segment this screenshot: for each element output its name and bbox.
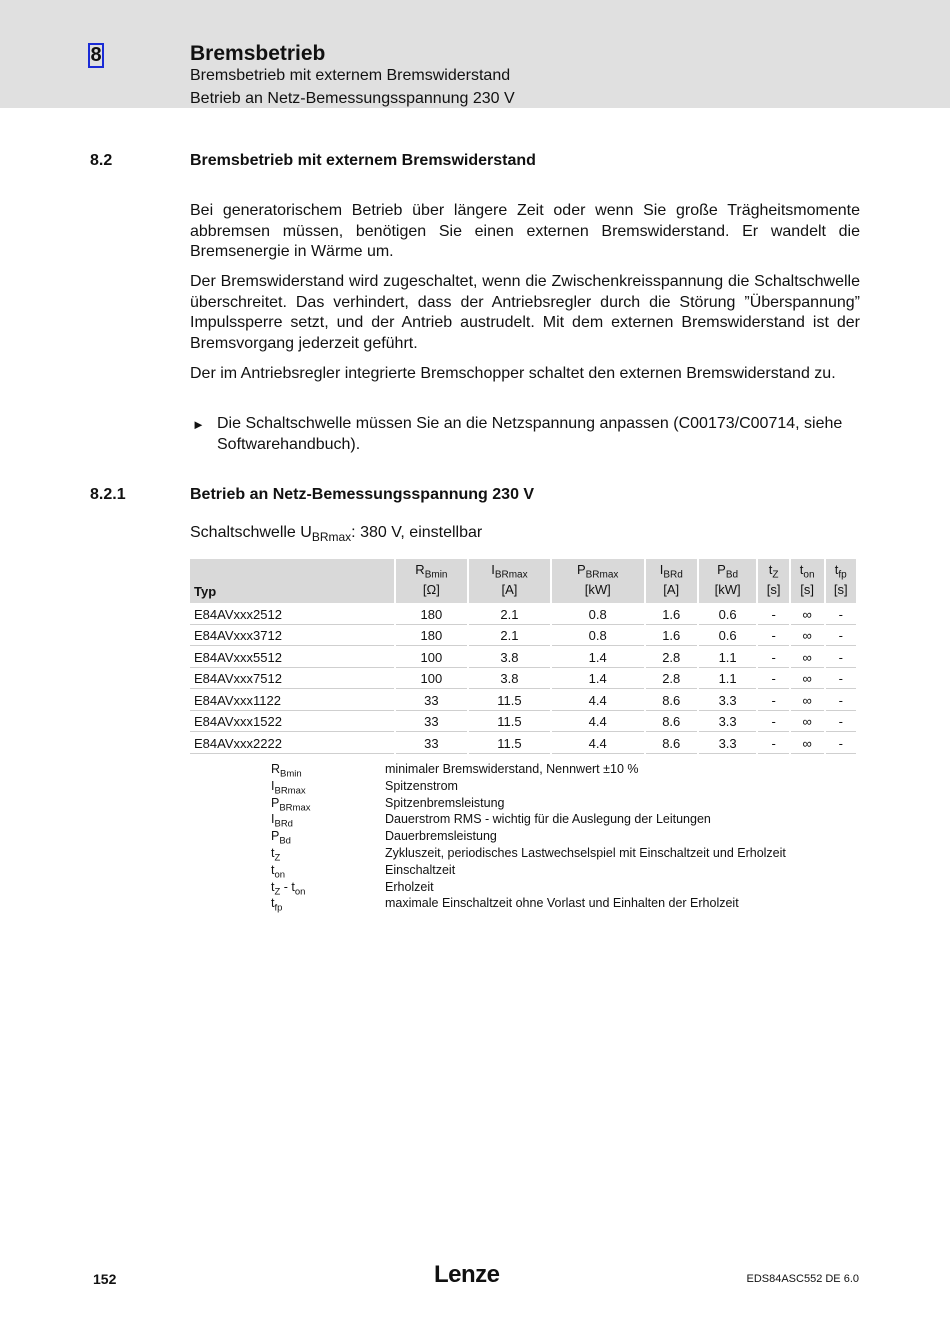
column-header — [758, 559, 788, 603]
symbol-subscript: on — [274, 869, 286, 881]
table-row — [190, 670, 856, 690]
column-header — [469, 559, 550, 603]
legend-symbol — [271, 812, 381, 830]
table-cell: 180 — [396, 627, 467, 647]
column-header — [646, 559, 697, 603]
table-cell: - — [758, 713, 788, 733]
symbol-subscript: BRd — [274, 818, 293, 830]
table-cell: - — [758, 691, 788, 711]
subsection-title: Betrieb an Netz-Bemessungsspannung 230 V — [190, 486, 535, 503]
header-symbol: t — [768, 562, 773, 577]
switching-threshold: Schaltschwelle $U_{BRmax}$: 380 V, einstellbar — [190, 524, 483, 545]
legend-symbol — [271, 863, 381, 881]
legend-symbol — [271, 829, 381, 847]
table-cell: 4.4 — [552, 713, 644, 733]
header-subscript: BRmax — [585, 569, 619, 581]
table-cell: 2.1 — [469, 627, 550, 647]
header-subscript: Bmin — [424, 569, 448, 581]
bullet-text: Die Schaltschwelle müssen Sie an die Netzspannung anpassen (C00173/C00714, siehe Softwarehandbuch). — [217, 415, 843, 453]
header-unit: [A] — [501, 581, 518, 597]
table-cell: 1.6 — [646, 627, 697, 647]
table-cell: ∞ — [791, 670, 824, 690]
table-cell: 100 — [396, 670, 467, 690]
legend-symbol — [271, 779, 381, 797]
symbol-letter: I — [271, 812, 275, 827]
header-symbol: I — [491, 562, 495, 577]
header-symbol: P — [717, 562, 726, 577]
legend-description: Zykluszeit, periodisches Lastwechselspiel mit Einschaltzeit und Erholzeit — [385, 845, 786, 860]
table-row — [190, 713, 856, 733]
paragraph-1: Bei generatorischem Betrieb über längere Zeit oder wenn Sie große Trägheitsmomente abbremsen müssen, benötigen Sie einen externen Bremswiderstand. Er wandelt die Bremsenergie in Wärme um. — [190, 202, 860, 260]
symbol-subscript: Z — [274, 852, 281, 864]
subsection-number: 8.2.1 — [90, 486, 126, 503]
table-cell: - — [826, 734, 857, 754]
table-cell: 100 — [396, 648, 467, 668]
symbol-subscript: Bd — [279, 835, 291, 847]
table-cell: 2.1 — [469, 605, 550, 625]
header-subscript: fp — [838, 569, 847, 581]
table-cell: 0.6 — [699, 605, 757, 625]
header-subtitle-1: Bremsbetrieb mit externem Bremswiderstand — [190, 67, 511, 84]
cell-type: E84AVxxx7512 — [190, 670, 394, 690]
header-symbol: t — [834, 562, 839, 577]
table-row — [190, 648, 856, 668]
column-header — [699, 559, 757, 603]
paragraph-2: Der Bremswiderstand wird zugeschaltet, wenn die Zwischenkreisspannung die Schaltschwelle überschreitet. Das verhindert, dass der Antriebsregler durch die Störung ”Überspannung” Impulssperre setzt, und der Antrieb austrudelt. Mit dem externen Bremswiderstand ist der Bremsvorgang jederzeit geführt. — [190, 273, 860, 352]
table-cell: 3.8 — [469, 670, 550, 690]
paragraph-3: Der im Antriebsregler integrierte Bremschopper schaltet den externen Bremswiderstand zu. — [190, 365, 836, 382]
symbol-letter: t — [271, 845, 275, 860]
table-cell: - — [758, 734, 788, 754]
header-unit: [s] — [766, 581, 781, 597]
chapter-number: 8 — [88, 43, 104, 68]
table-cell: - — [826, 605, 857, 625]
table-cell: - — [758, 648, 788, 668]
table-cell: 11.5 — [469, 713, 550, 733]
table-cell: ∞ — [791, 605, 824, 625]
cell-type: E84AVxxx2512 — [190, 605, 394, 625]
header-subscript: on — [803, 569, 815, 581]
header-subscript: BRd — [663, 569, 683, 581]
table-row — [190, 627, 856, 647]
symbol-subscript: Bmin — [280, 768, 302, 780]
header-symbol: t — [799, 562, 804, 577]
legend-description: Spitzenstrom — [385, 778, 458, 793]
table-row — [190, 734, 856, 754]
header-unit: [s] — [800, 581, 815, 597]
table-cell: 1.1 — [699, 648, 757, 668]
header-unit: [s] — [833, 581, 848, 597]
table-cell: 0.8 — [552, 605, 644, 625]
table-cell: 1.6 — [646, 605, 697, 625]
symbol-letter: R — [271, 762, 281, 776]
table-cell: 8.6 — [646, 713, 697, 733]
section-title: Bremsbetrieb mit externem Bremswiderstand — [190, 152, 536, 169]
symbol-subscript: Z — [274, 886, 281, 898]
header-subtitle-2: Betrieb an Netz-Bemessungsspannung 230 V — [190, 90, 515, 107]
header-symbol: I — [659, 562, 664, 577]
table-cell: ∞ — [791, 691, 824, 711]
cell-type: E84AVxxx3712 — [190, 627, 394, 647]
legend-description: Dauerbremsleistung — [385, 829, 497, 844]
table-cell: 11.5 — [469, 734, 550, 754]
header-subscript: Bd — [725, 569, 739, 581]
legend-description: Spitzenbremsleistung — [385, 795, 505, 810]
column-header — [396, 559, 467, 603]
table-cell: 1.4 — [552, 670, 644, 690]
table-cell: - — [826, 648, 857, 668]
page-number: 152 — [93, 1271, 117, 1287]
table-cell: 4.4 — [552, 734, 644, 754]
document-id: EDS84ASC552 DE 6.0 — [746, 1273, 859, 1285]
table-cell: ∞ — [791, 648, 824, 668]
table-cell: 33 — [396, 691, 467, 711]
table-cell: - — [758, 670, 788, 690]
table-cell: 8.6 — [646, 691, 697, 711]
header-unit: [Ω] — [422, 581, 440, 597]
symbol-letter-2: - t — [280, 879, 295, 894]
legend-description: Erholzeit — [385, 879, 434, 894]
section-number: 8.2 — [90, 152, 113, 169]
column-header — [552, 559, 644, 603]
table-cell: 3.8 — [469, 648, 550, 668]
header-subscript: BRmax — [494, 569, 528, 581]
legend-symbol — [271, 896, 381, 914]
cell-type: E84AVxxx1522 — [190, 713, 394, 733]
column-header — [791, 559, 824, 603]
table-cell: 3.3 — [699, 734, 757, 754]
symbol-letter: t — [271, 862, 275, 877]
table-cell: 33 — [396, 734, 467, 754]
legend-symbol — [271, 880, 381, 898]
table-cell: 180 — [396, 605, 467, 625]
lenze-logo: Lenze — [434, 1261, 500, 1288]
table-cell: 0.8 — [552, 627, 644, 647]
legend-description: minimaler Bremswiderstand, Nennwert ±10 % — [385, 762, 639, 776]
table-cell: ∞ — [791, 734, 824, 754]
table-cell: ∞ — [791, 713, 824, 733]
column-header — [826, 559, 857, 603]
cell-type: E84AVxxx1122 — [190, 691, 394, 711]
legend-description: Einschaltzeit — [385, 862, 456, 877]
table-row — [190, 691, 856, 711]
cell-type: E84AVxxx2222 — [190, 734, 394, 754]
legend-symbol — [271, 846, 381, 864]
table-cell: 8.6 — [646, 734, 697, 754]
table-cell: - — [758, 605, 788, 625]
table-cell: 1.4 — [552, 648, 644, 668]
table-cell: 2.8 — [646, 670, 697, 690]
symbol-subscript: fp — [274, 902, 283, 914]
symbol-subscript-2: on — [294, 886, 306, 898]
symbol-subscript: BRmax — [279, 802, 311, 814]
table-cell: 11.5 — [469, 691, 550, 711]
table-cell: - — [826, 691, 857, 711]
header-symbol: R — [415, 562, 425, 577]
table-cell: 2.8 — [646, 648, 697, 668]
cell-type: E84AVxxx5512 — [190, 648, 394, 668]
symbol-letter: t — [271, 896, 275, 911]
symbol-letter: I — [271, 778, 275, 793]
header-unit: [kW] — [714, 581, 741, 597]
legend-description: Dauerstrom RMS - wichtig für die Auslegung der Leitungen — [385, 812, 711, 827]
bullet-arrow-icon: ► — [192, 417, 205, 432]
header-typ: Typ — [190, 559, 394, 603]
legend-symbol — [271, 762, 381, 780]
table-cell: - — [826, 670, 857, 690]
table-cell: 3.3 — [699, 691, 757, 711]
table-cell: 33 — [396, 713, 467, 733]
header-unit: [kW] — [584, 581, 611, 597]
table-cell: 4.4 — [552, 691, 644, 711]
symbol-subscript: BRmax — [274, 785, 306, 797]
header-symbol: P — [576, 562, 586, 577]
symbol-letter: P — [271, 829, 280, 844]
table-cell: - — [826, 627, 857, 647]
table-cell: 3.3 — [699, 713, 757, 733]
table-cell: - — [826, 713, 857, 733]
table-cell: - — [758, 627, 788, 647]
header-unit: [A] — [663, 581, 680, 597]
table-cell: 0.6 — [699, 627, 757, 647]
legend-symbol — [271, 796, 381, 814]
header-subscript: Z — [772, 569, 779, 581]
legend-description: maximale Einschaltzeit ohne Vorlast und Einhalten der Erholzeit — [385, 896, 739, 911]
table-cell: 1.1 — [699, 670, 757, 690]
table-row — [190, 605, 856, 625]
table-header-row — [190, 559, 856, 603]
brake-resistor-table — [188, 557, 858, 756]
symbol-letter: t — [271, 879, 275, 894]
table-cell: ∞ — [791, 627, 824, 647]
symbol-letter: P — [271, 795, 280, 810]
header-title: Bremsbetrieb — [190, 42, 326, 65]
